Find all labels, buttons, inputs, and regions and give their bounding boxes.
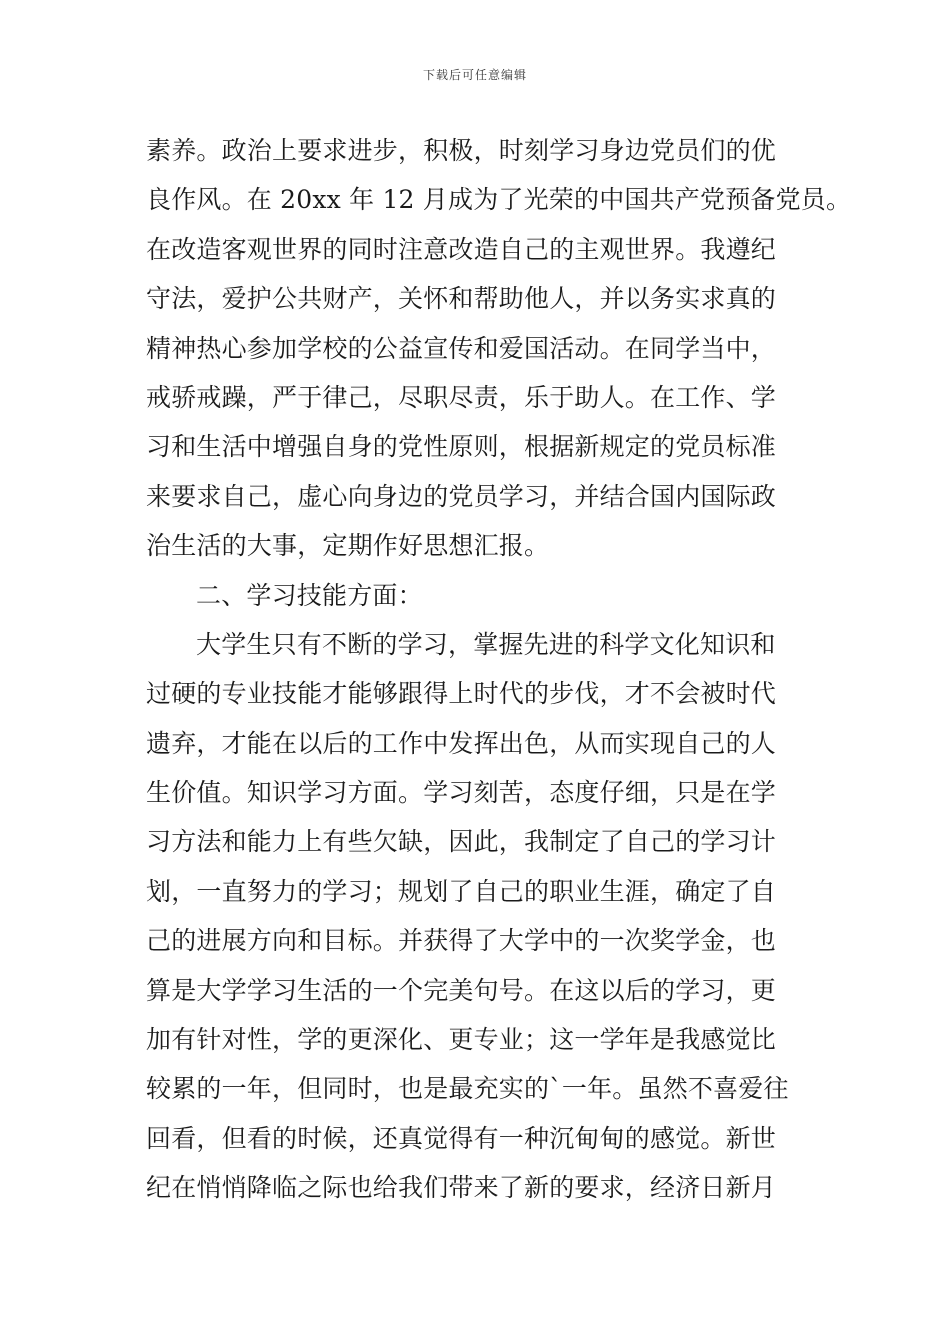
section-heading: 二、学习技能方面： [196,580,423,610]
text-line: 过硬的专业技能才能够跟得上时代的步伐，才不会被时代 [146,679,777,709]
text-line: 精神热心参加学校的公益宣传和爱国活动。在同学当中， [146,333,777,363]
text-line: 生价值。知识学习方面。学习刻苦，态度仔细，只是在学 [146,778,777,808]
text-line: 纪在悄悄降临之际也给我们带来了新的要求，经济日新月 [146,1173,777,1203]
document-body [146,126,852,1213]
paragraph-first-line: 大学生只有不断的学习，掌握先进的科学文化知识和 [196,629,776,659]
text-line: 习和生活中增强自身的党性原则，根据新规定的党员标准 [146,432,777,462]
text-line: 素养。政治上要求进步，积极，时刻学习身边党员们的优 [146,136,777,165]
text-line: 加有针对性，学的更深化、更专业；这一学年是我感觉比 [146,1025,777,1055]
text-line: 划，一直努力的学习；规划了自己的职业生涯，确定了自 [146,876,777,906]
text-line: 较累的一年，但同时，也是最充实的`一年。虽然不喜爱往 [146,1074,789,1104]
text-line: 算是大学学习生活的一个完美句号。在这以后的学习，更 [146,975,777,1005]
text-line: 戒骄戒躁，严于律己，尽职尽责，乐于助人。在工作、学 [146,382,777,412]
text-line: 遗弃，才能在以后的工作中发挥出色，从而实现自己的人 [146,728,777,758]
text-line: 守法，爱护公共财产，关怀和帮助他人，并以务实求真的 [146,284,777,314]
text-line: 良作风。在 20xx 年 12 月成为了光荣的中国共产党预备党员。 [146,185,852,215]
text-line: 治生活的大事，定期作好思想汇报。 [146,531,550,561]
page-header: 下载后可任意编辑 [422,68,527,82]
text-line: 来要求自己，虚心向身边的党员学习，并结合国内国际政 [146,481,777,511]
text-line: 回看，但看的时候，还真觉得有一种沉甸甸的感觉。新世 [146,1123,777,1153]
text-line: 在改造客观世界的同时注意改造自己的主观世界。我遵纪 [146,234,777,264]
text-line: 己的进展方向和目标。并获得了大学中的一次奖学金，也 [146,926,777,956]
text-line: 习方法和能力上有些欠缺，因此，我制定了自己的学习计 [146,827,777,857]
